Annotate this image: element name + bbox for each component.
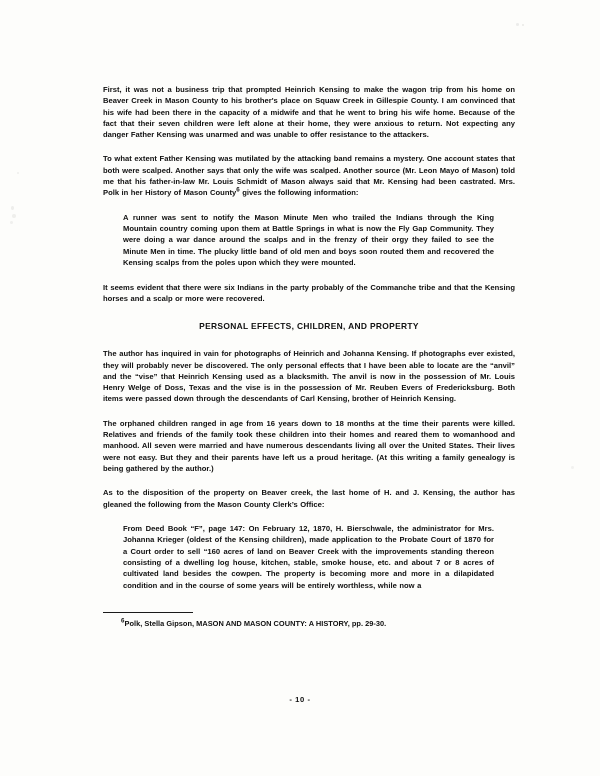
scan-artifact-speck (12, 214, 16, 218)
footnote-citation-text: Polk, Stella Gipson, MASON AND MASON COUNTY: A HISTORY, pp. 29-30. (124, 619, 387, 629)
scan-artifact-speck (11, 206, 14, 210)
scan-artifact-speck (17, 172, 19, 174)
scan-artifact-speck (522, 24, 524, 26)
blockquote-runner-account: A runner was sent to notify the Mason Minute Men who trailed the Indians through the King Mountain country coming upon them at Battle Springs in what is now the Fly Gap Community. They were doing a war dance around the scalps and in the frenzy of their orgy they failed to see the Minute Men in time. The plucky little band of old men and boys soon routed them and recovered the Kensing scalps from the poles upon which they were mounted. (123, 212, 494, 268)
section-heading: PERSONAL EFFECTS, CHILDREN, AND PROPERTY (199, 321, 419, 332)
paragraph-1: First, it was not a business trip that prompted Heinrich Kensing to make the wagon trip from his home on Beaver Creek in Mason County to his brother's place on Squaw Creek in Gillespie County. I am convinced that his wife had been there in the capacity of a midwife and that he went to bring his wife home. Because of the fact that their seven children were left alone at their home, they were anxious to return. Not expecting any danger Father Kensing was unarmed and was unable to offer resistance to the attackers. (103, 85, 515, 140)
paragraph-4: It seems evident that there were six Indians in the party probably of the Commanche tribe and that the Kensing horses and a scalp or more were recovered. (103, 282, 515, 303)
page-number: - 10 - (289, 695, 311, 704)
paragraph-8: As to the disposition of the property on Beaver creek, the last home of H. and J. Kensing, the author has gleaned the following from the Mason County Clerk’s Office: (103, 488, 515, 509)
scan-artifact-speck (516, 23, 519, 26)
blockquote-deed-book: From Deed Book “F”, page 147: On February 12, 1870, H. Bierschwale, the administrator for Mrs. Johanna Krieger (oldest of the Kensing children), made application to the Probate Court of 1870 for a Court order to sell “160 acres of land on Beaver Creek with the improvements standing thereon consisting of a dwelling log house, kitchen, stable, smoke house, etc. and about 7 or 8 acres of cultivated land besides the cowpen. The property is becoming more and more in a dilapidated condition and in the course of some years will be entirely worthless, while now a (123, 523, 494, 590)
footnote-separator-rule (103, 612, 193, 613)
paragraph-6: The author has inquired in vain for photographs of Heinrich and Johanna Kensing. If photographs ever existed, they will probably never be discovered. The only personal effects that I have been able to locate are the “anvil” and the “vise” that Heinrich Kensing used as a blacksmith. The anvil is now in the possession of Mr. Louis Henry Welge of Doss, Texas and the vise is in the possession of Mr. Reuben Evers of Fredericksburg. Both items were passed down through the descendants of Carl Kensing, brother of Heinrich Kensing. (103, 349, 515, 404)
footnote-number: 6 (121, 617, 125, 625)
paragraph-2 (103, 153, 515, 198)
footnote-area (103, 612, 515, 629)
paragraph-7: The orphaned children ranged in age from 16 years down to 18 months at the time their parents were killed. Relatives and friends of the family took these children into their homes and reared them to womanhood and manhood. All seven were married and have numerous descendants living all over the United States. Their lives were not easy. But they and their parents have left us a proud heritage. (At this writing a family genealogy is being gathered by the author.) (103, 418, 515, 473)
scan-artifact-speck (571, 466, 574, 469)
paragraph-2-text-before-footnote: To what extent Father Kensing was mutilated by the attacking band remains a mystery. One account states that both were scalped. Another says that only the wife was scalped. Another source (Mr. Leon Mayo of Mason) told me that his father-in-law Mr. Louis Schmidt of Mason always said that Mr. Kensing had been castrated. Mrs. Polk in her History of Mason County (103, 154, 515, 198)
page-text-block (103, 84, 515, 604)
footnote-entry (103, 619, 515, 629)
scan-artifact-speck (10, 221, 13, 224)
paragraph-2-text-after-footnote: gives the following information: (239, 188, 359, 198)
footnote-marker-6[interactable]: 6 (236, 186, 240, 194)
